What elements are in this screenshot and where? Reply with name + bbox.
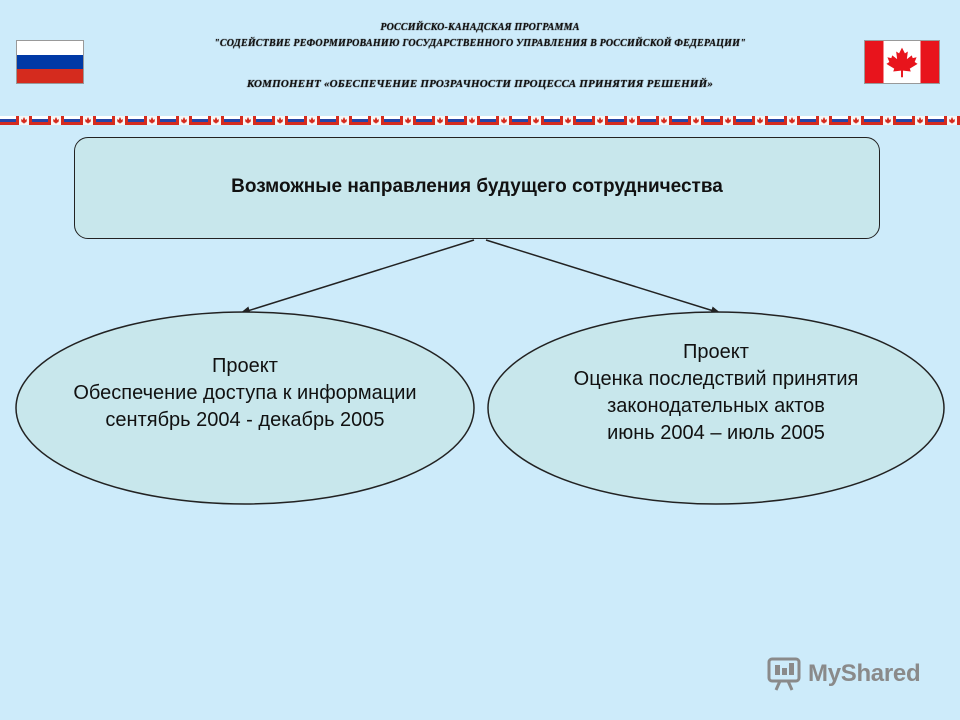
watermark-text: MyShared	[808, 660, 921, 687]
presentation-logo-icon	[766, 656, 802, 692]
program-title: РОССИЙСКО-КАНАДСКАЯ ПРОГРАММА	[380, 22, 580, 33]
diagram-title: Возможные направления будущего сотрудничества	[231, 176, 723, 197]
project1-dates: сентябрь 2004 - декабрь 2005	[105, 409, 385, 431]
myshared-watermark	[766, 656, 920, 692]
project2-name-line2: законодательных актов	[607, 395, 825, 417]
project1-label: Проект	[212, 355, 278, 377]
component-title: КОМПОНЕНТ «ОБЕСПЕЧЕНИЕ ПРОЗРАЧНОСТИ ПРОЦЕССА ПРИНЯТИЯ РЕШЕНИЙ»	[246, 78, 714, 90]
project1-text	[16, 353, 474, 434]
arrow-to-project2	[486, 240, 720, 313]
project2-dates: июнь 2004 – июль 2005	[607, 422, 825, 444]
project2-label: Проект	[683, 341, 749, 363]
project1-name: Обеспечение доступа к информации	[73, 382, 417, 404]
project2-text	[488, 339, 944, 447]
program-subtitle: "СОДЕЙСТВИЕ РЕФОРМИРОВАНИЮ ГОСУДАРСТВЕННОГО УПРАВЛЕНИЯ В РОССИЙСКОЙ ФЕДЕРАЦИИ"	[214, 38, 746, 49]
project2-name-line1: Оценка последствий принятия	[573, 368, 859, 390]
arrow-to-project1	[241, 240, 474, 313]
